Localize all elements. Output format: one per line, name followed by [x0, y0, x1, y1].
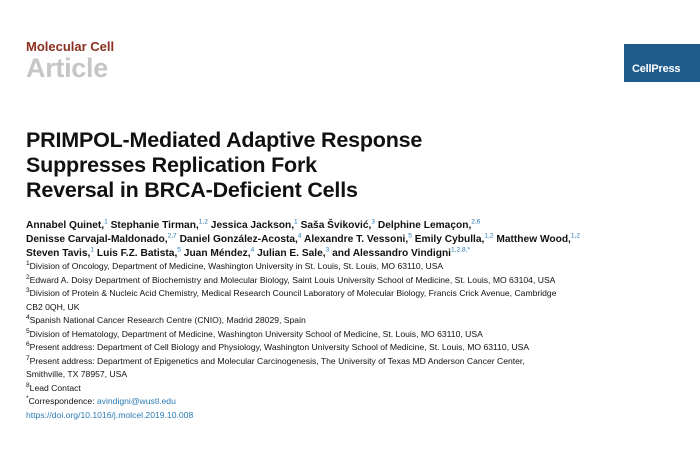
author-name: Julian E. Sale,: [257, 248, 326, 259]
affiliation-number: 2: [26, 273, 30, 281]
title-line: Suppresses Replication Fork: [26, 153, 317, 177]
author-list: [26, 219, 580, 261]
author-name: and Alessandro Vindigni: [332, 248, 452, 259]
author-affiliation-sup: 2,7: [167, 232, 177, 240]
correspondence: [26, 395, 557, 409]
author-affiliation-sup: 4: [297, 232, 302, 240]
affiliation-number: 4: [26, 314, 30, 322]
affiliation-number: 3: [26, 287, 30, 295]
author-affiliation-sup: 3: [371, 218, 376, 226]
author-name: Denisse Carvajal-Maldonado,: [26, 234, 168, 245]
affiliation-text: Division of Hematology, Department of Medicine, Washington University School of Medicine, St. Louis, MO 63110, USA: [29, 328, 483, 339]
author-affiliation-sup: 2,6: [471, 218, 481, 226]
paper-title: [26, 128, 422, 203]
author-affiliation-sup: 1: [294, 218, 298, 226]
author-affiliation-sup: 1: [90, 246, 95, 254]
author-affiliation-sup: 1,2,8,*: [451, 246, 471, 254]
affiliation-text: Division of Oncology, Department of Medicine, Washington University in St. Louis, St. Louis, MO 63110, USA: [29, 261, 444, 271]
affiliation-number: 6: [26, 341, 30, 349]
author-name: Luis F.Z. Batista,: [96, 248, 178, 259]
correspondence-label: Correspondence:: [28, 396, 97, 406]
affiliation-item: [26, 382, 557, 396]
author-name: Daniel González-Acosta,: [179, 234, 298, 245]
affiliation-item: [26, 328, 557, 342]
affiliation-item: [26, 287, 557, 301]
affiliation-number: 7: [26, 354, 30, 362]
author-line: [26, 247, 580, 261]
author-affiliation-sup: 3: [325, 246, 330, 254]
affiliation-item: [26, 341, 557, 355]
author-affiliation-sup: 1,2: [570, 232, 581, 240]
title-line: PRIMPOL-Mediated Adaptive Response: [26, 128, 423, 152]
author-name: Jessica Jackson,: [210, 220, 295, 231]
doi-row: [26, 409, 557, 423]
author-name: Delphine Lemaçon,: [377, 220, 472, 231]
author-affiliation-sup: 1: [104, 218, 108, 226]
correspondence-email-link[interactable]: avindigni@wustl.edu: [96, 396, 176, 406]
affiliation-item: [26, 274, 557, 288]
affiliation-text: Smithville, TX 78957, USA: [26, 369, 128, 379]
affiliation-text: Lead Contact: [29, 382, 81, 393]
author-affiliation-sup: 1,2: [484, 232, 494, 240]
affiliation-item: [26, 301, 557, 315]
author-name: Steven Tavis,: [26, 248, 91, 259]
author-name: Alexandre T. Vessoni,: [304, 234, 409, 245]
author-line: [26, 233, 580, 247]
author-affiliation-sup: 1,2: [198, 218, 208, 226]
title-line: Reversal in BRCA-Deficient Cells: [26, 178, 358, 202]
article-type-label: Article: [26, 53, 108, 83]
journal-name: Molecular Cell: [26, 39, 115, 54]
affiliation-item: [26, 260, 557, 274]
author-line: [26, 219, 580, 233]
author-name: Emily Cybulla,: [414, 234, 485, 245]
affiliation-text: Edward A. Doisy Department of Biochemistry and Molecular Biology, Saint Louis University School of Medicine, St. Louis, MO 63104, USA: [29, 274, 556, 285]
author-name: Stephanie Tirman,: [110, 220, 199, 231]
author-name: Annabel Quinet,: [26, 220, 105, 231]
author-name: Juan Méndez,: [183, 248, 251, 259]
affiliation-list: [26, 260, 557, 422]
affiliation-text: Present address: Department of Epigenetics and Molecular Carcinogenesis, The University of Texas MD Anderson Cancer Center,: [29, 355, 525, 366]
author-affiliation-sup: 5: [177, 246, 181, 254]
affiliation-item: [26, 314, 557, 328]
correspondence-marker: *: [26, 395, 29, 403]
affiliation-number: 5: [26, 327, 30, 335]
affiliation-number: 8: [26, 381, 30, 389]
author-affiliation-sup: 4: [250, 246, 255, 254]
doi-link[interactable]: https://doi.org/10.1016/j.molcel.2019.10.008: [26, 409, 194, 420]
affiliation-text: Spanish National Cancer Research Centre (CNIO), Madrid 28029, Spain: [29, 315, 306, 325]
affiliation-item: [26, 368, 557, 382]
affiliation-text: Division of Protein & Nucleic Acid Chemistry, Medical Research Council Laboratory of Molecular Biology, Francis Crick Avenue, Cambridge: [29, 288, 557, 298]
affiliation-text: CB2 0QH, UK: [26, 301, 80, 312]
author-name: Saša Šviković,: [300, 220, 372, 231]
author-affiliation-sup: 5: [408, 232, 412, 240]
affiliation-item: [26, 355, 557, 369]
cellpress-logo[interactable]: CellPress: [624, 44, 700, 82]
author-name: Matthew Wood,: [496, 234, 571, 245]
affiliation-number: 1: [26, 260, 30, 268]
affiliation-text: Present address: Department of Cell Biology and Physiology, Washington University School of Medicine, St. Louis, MO 63110, USA: [29, 342, 530, 352]
